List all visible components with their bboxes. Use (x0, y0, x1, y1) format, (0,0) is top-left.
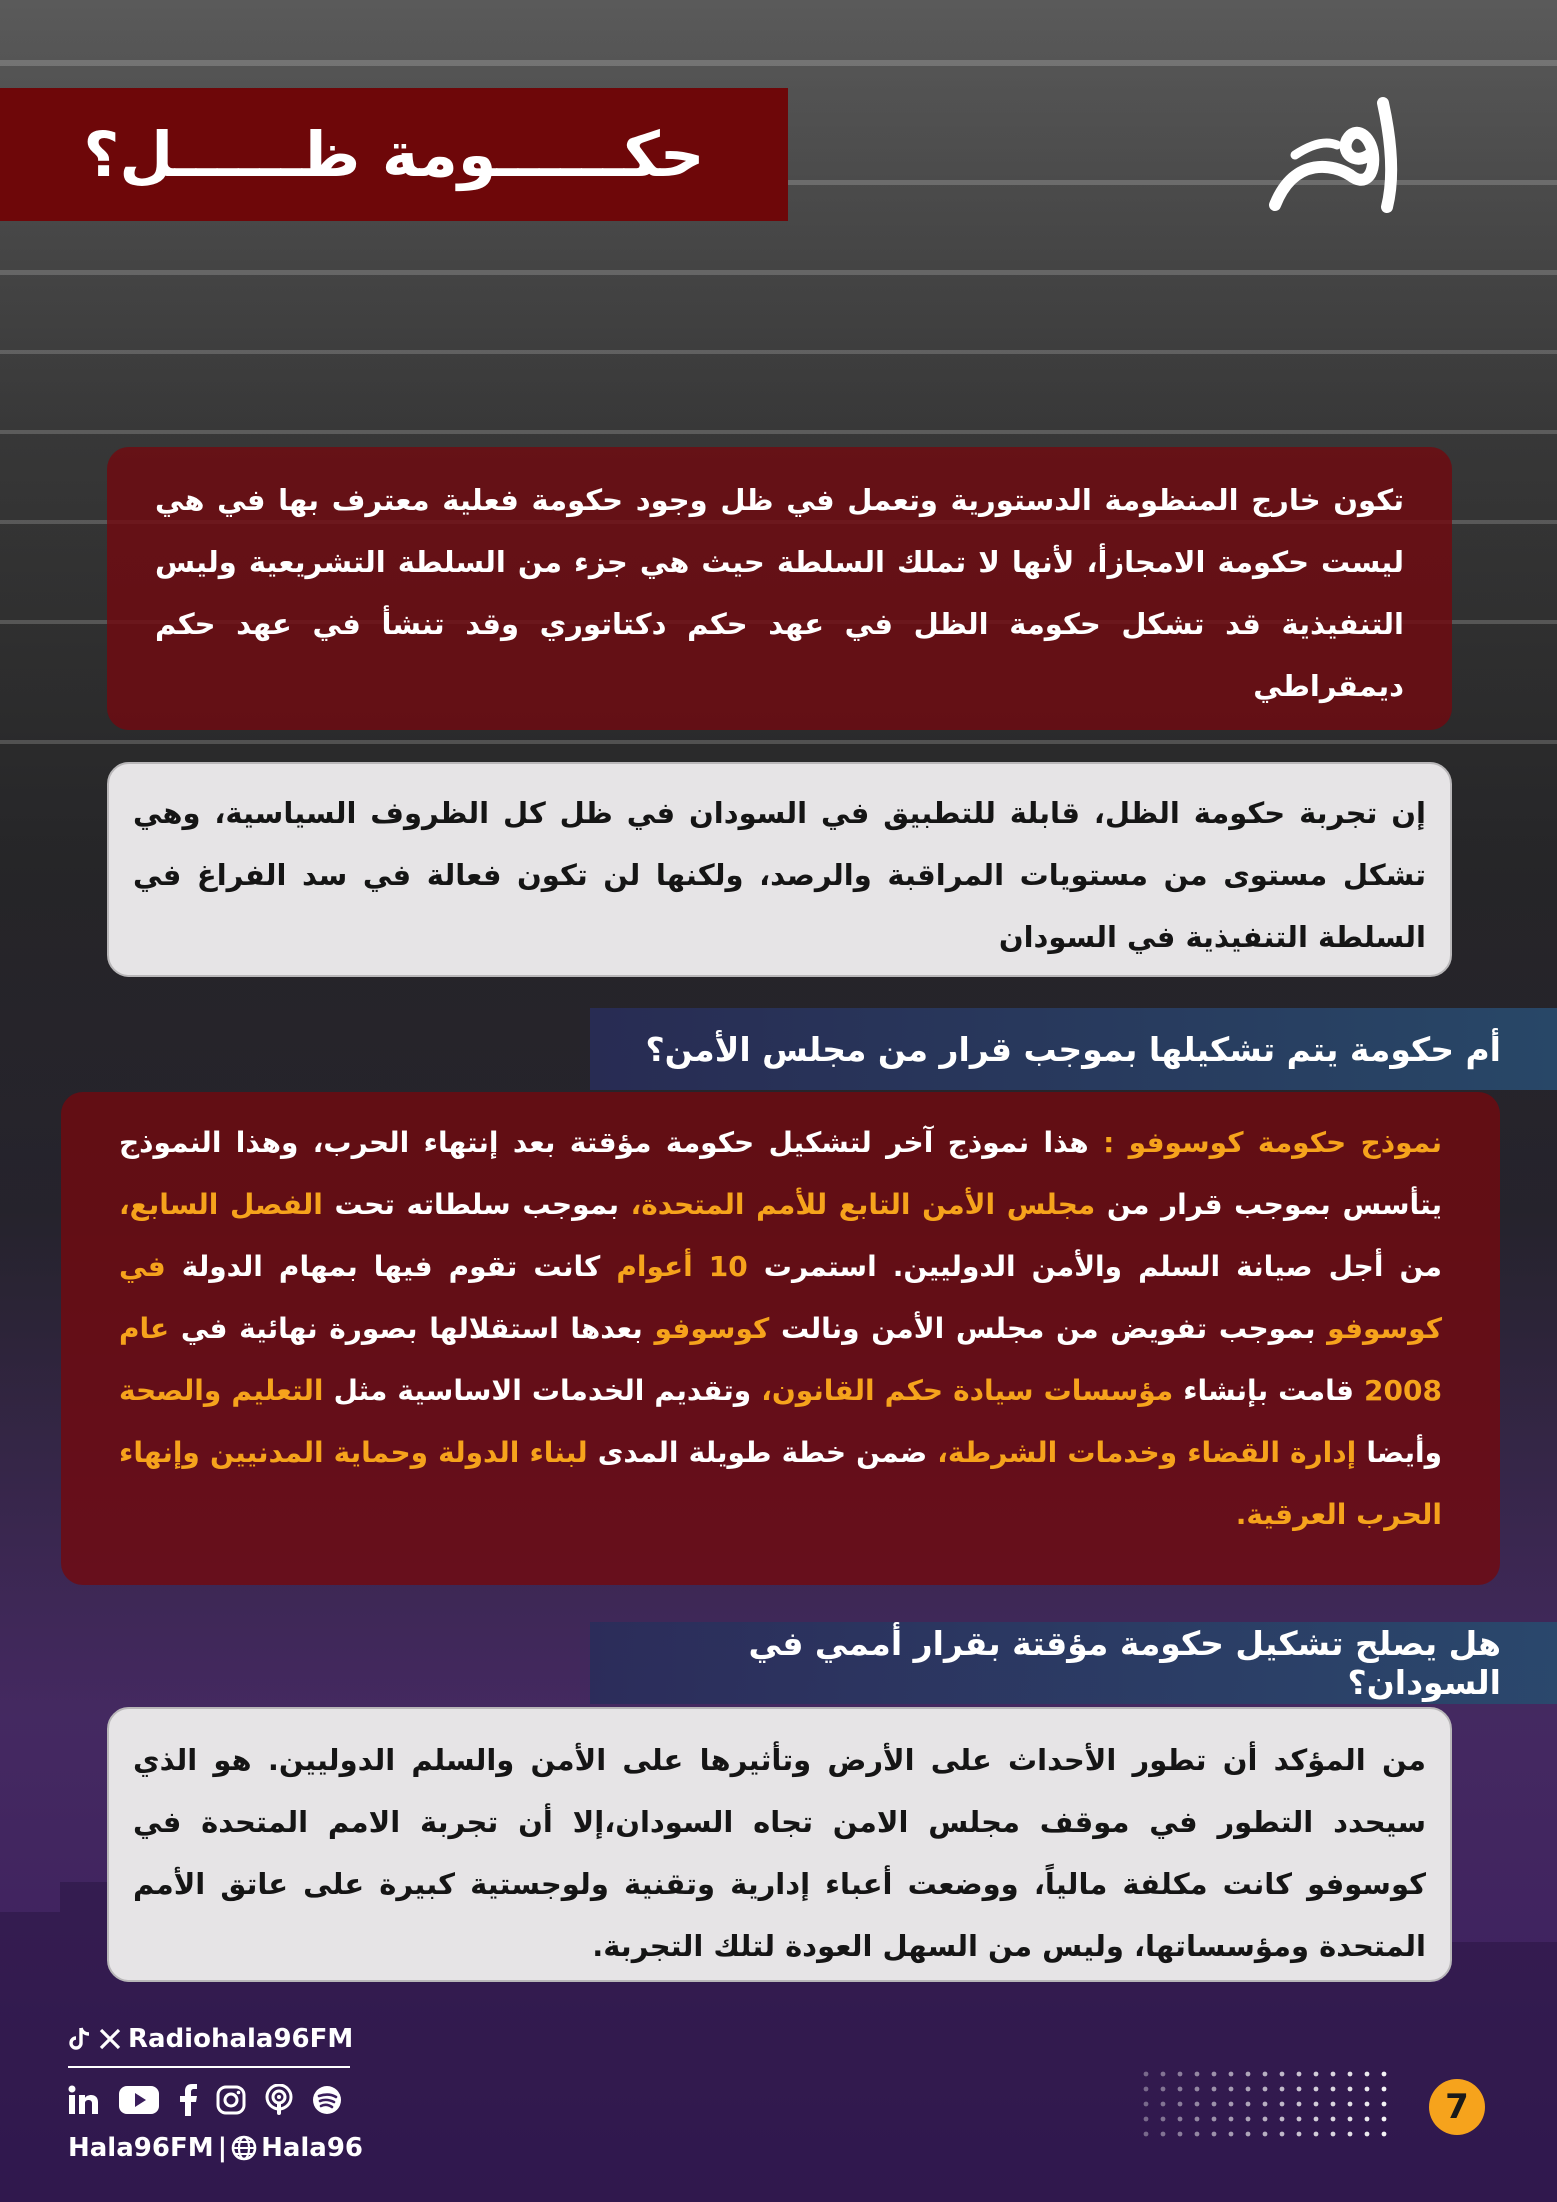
page-title: حكــــــومة ظــــــل؟ (83, 118, 705, 191)
decorative-dot (1246, 2102, 1251, 2107)
decorative-dot (1212, 2102, 1217, 2107)
decorative-dot (1297, 2132, 1302, 2137)
decorative-dot (1365, 2102, 1370, 2107)
decorative-dot (1297, 2072, 1302, 2077)
decorative-dot (1161, 2072, 1166, 2077)
decorative-dot (1365, 2117, 1370, 2122)
decorative-dot (1178, 2132, 1183, 2137)
assessment-paragraph: إن تجربة حكومة الظل، قابلة للتطبيق في السودان في ظل كل الظروف السياسية، وهي تشكل مستوى من مستويات المراقبة والرصد، ولكنها لن تكون فعالة في سد الفراغ في السلطة التنفيذية في السودان (133, 796, 1426, 954)
highlight-judiciary-police: إدارة القضاء وخدمات الشرطة، (937, 1436, 1357, 1469)
decorative-dot (1212, 2117, 1217, 2122)
highlight-chapter-seven: الفصل السابع، (119, 1188, 323, 1221)
social-links (68, 2018, 368, 2168)
intro-text-box (107, 447, 1452, 730)
decorative-dot (1178, 2117, 1183, 2122)
decorative-dot (1348, 2117, 1353, 2122)
decorative-dot (1195, 2087, 1200, 2092)
decorative-dot (1144, 2102, 1149, 2107)
kosovo-paragraph (119, 1112, 1442, 1546)
decorative-dot (1246, 2087, 1251, 2092)
decorative-dot (1263, 2072, 1268, 2077)
kosovo-text-part: هذا نموذج آخر لتشكيل حكومة مؤقتة بعد إنتهاء الحرب، وهذا النموذج يتأسس بموجب قرار من (119, 1126, 1443, 1221)
decorative-dot (1382, 2117, 1387, 2122)
decorative-dot (1144, 2132, 1149, 2137)
kosovo-text-part: وتقديم الخدمات الاساسية مثل (323, 1374, 762, 1407)
decorative-dot (1246, 2072, 1251, 2077)
decorative-dot (1331, 2102, 1336, 2107)
youtube-icon[interactable] (118, 2085, 160, 2115)
decorative-dot (1263, 2132, 1268, 2137)
kosovo-text-box (61, 1092, 1500, 1585)
kosovo-text-part: وأيضا (1356, 1436, 1442, 1469)
hala-logo-icon (1255, 95, 1405, 215)
linkedin-icon[interactable] (68, 2085, 100, 2115)
kosovo-text-part: بموجب سلطاته تحت (322, 1188, 631, 1221)
decorative-dot (1280, 2087, 1285, 2092)
x-icon[interactable] (98, 2027, 122, 2051)
decorative-dot (1246, 2117, 1251, 2122)
decorative-dot (1297, 2117, 1302, 2122)
decorative-dot (1195, 2132, 1200, 2137)
decorative-dot (1161, 2132, 1166, 2137)
decorative-dot (1280, 2072, 1285, 2077)
kosovo-text-part: من أجل صيانة السلم والأمن الدوليين. استمرت (747, 1250, 1442, 1283)
podcast-icon[interactable] (264, 2084, 294, 2116)
decorative-dot (1331, 2072, 1336, 2077)
decorative-dot (1348, 2072, 1353, 2077)
decorative-dot (1314, 2072, 1319, 2077)
highlight-kosovo: كوسوفو (654, 1312, 770, 1345)
decorative-dot (1229, 2072, 1234, 2077)
decorative-dot (1314, 2117, 1319, 2122)
website-handle[interactable]: Hala96 (261, 2133, 364, 2163)
social-handle-secondary[interactable]: Hala96FM (68, 2133, 214, 2163)
decorative-dot (1144, 2072, 1149, 2077)
decorative-dot (1297, 2087, 1302, 2092)
decorative-dot (1161, 2087, 1166, 2092)
decorative-dot (1280, 2132, 1285, 2137)
decorative-dot (1331, 2087, 1336, 2092)
decorative-dot (1195, 2117, 1200, 2122)
decorative-dot (1178, 2087, 1183, 2092)
section-heading-bar-2 (590, 1622, 1557, 1704)
decorative-dot (1263, 2087, 1268, 2092)
decorative-dot (1331, 2117, 1336, 2122)
kosovo-text-part: ضمن خطة طويلة المدى (587, 1436, 938, 1469)
decorative-dot (1382, 2087, 1387, 2092)
decorative-dot (1297, 2102, 1302, 2107)
decorative-dot (1161, 2102, 1166, 2107)
decorative-dot (1144, 2117, 1149, 2122)
highlight-security-council: مجلس الأمن التابع للأمم المتحدة، (630, 1188, 1096, 1221)
facebook-icon[interactable] (178, 2084, 198, 2116)
decorative-dot (1229, 2132, 1234, 2137)
decorative-dot (1178, 2102, 1183, 2107)
intro-paragraph: تكون خارج المنظومة الدستورية وتعمل في ظل وجود حكومة فعلية معترف بها في هي ليست حكومة الامجازأ، لأنها لا تملك السلطة حيث هي جزء من السلطة التشريعية وليس التنفيذية قد تشكل حكومة الظل في عهد حكم دكتاتوري وقد تنشأ في عهد حكم ديمقراطي (155, 483, 1404, 703)
decorative-dot (1212, 2072, 1217, 2077)
social-icons-row (68, 2078, 368, 2122)
decorative-dot-grid (1140, 2068, 1390, 2140)
globe-icon[interactable] (231, 2135, 257, 2161)
kosovo-text-part: بموجب تفويض من مجلس الأمن ونالت (769, 1312, 1328, 1345)
decorative-dot (1331, 2132, 1336, 2137)
decorative-dot (1144, 2087, 1149, 2092)
instagram-icon[interactable] (216, 2085, 246, 2115)
kosovo-text-part: بعدها استقلالها بصورة نهائية في (169, 1312, 655, 1345)
decorative-dot (1178, 2072, 1183, 2077)
decorative-dot (1314, 2087, 1319, 2092)
kosovo-text-part: قامت بإنشاء (1173, 1374, 1365, 1407)
decorative-dot (1212, 2087, 1217, 2092)
page-number-badge (1429, 2079, 1485, 2135)
decorative-dot (1263, 2102, 1268, 2107)
decorative-dot (1382, 2132, 1387, 2137)
decorative-dot (1382, 2072, 1387, 2077)
conclusion-paragraph: من المؤكد أن تطور الأحداث على الأرض وتأثيرها على الأمن والسلم الدوليين. هو الذي سيحدد التطور في موقف مجلس الامن تجاه السودان،إلا أن تجربة الامم المتحدة في كوسوفو كانت مكلفة مالياً، ووضعت أعباء إدارية وتقنية ولوجستية كبيرة على عاتق الأمم المتحدة ومؤسساتها، وليس من السهل العودة لتلك التجربة. (133, 1743, 1426, 1963)
decorative-dot (1246, 2132, 1251, 2137)
decorative-dot (1365, 2087, 1370, 2092)
decorative-dot (1314, 2132, 1319, 2137)
tiktok-icon[interactable] (68, 2026, 92, 2052)
highlight-rule-of-law: مؤسسات سيادة حكم القانون، (761, 1374, 1174, 1407)
decorative-dot (1229, 2087, 1234, 2092)
section-heading-bar-1 (590, 1008, 1557, 1090)
decorative-dot (1161, 2117, 1166, 2122)
handle-separator: | (217, 2133, 228, 2163)
decorative-dot (1212, 2132, 1217, 2137)
footer-divider (68, 2066, 350, 2068)
kosovo-model-label: نموذج حكومة كوسوفو : (1103, 1126, 1442, 1159)
decorative-dot (1365, 2132, 1370, 2137)
decorative-dot (1263, 2117, 1268, 2122)
kosovo-text-part: كانت تقوم فيها بمهام الدولة (165, 1250, 617, 1283)
decorative-dot (1280, 2102, 1285, 2107)
decorative-dot (1314, 2102, 1319, 2107)
decorative-dot (1229, 2102, 1234, 2107)
highlight-in-kosovo: في كوسوفو (119, 1250, 1442, 1345)
section-heading-2: هل يصلح تشكيل حكومة مؤقتة بقرار أممي في السودان؟ (748, 1624, 1501, 1702)
highlight-ten-years: 10 أعوام (616, 1250, 748, 1283)
decorative-dot (1348, 2102, 1353, 2107)
conclusion-text-box (107, 1707, 1452, 1982)
decorative-dot (1229, 2117, 1234, 2122)
social-handle-primary[interactable]: Radiohala96FM (128, 2024, 354, 2054)
highlight-state-building: لبناء الدولة وحماية المدنيين وإنهاء الحرب العرقية. (119, 1436, 1442, 1531)
decorative-dot (1348, 2132, 1353, 2137)
decorative-dot (1365, 2072, 1370, 2077)
assessment-text-box (107, 762, 1452, 977)
spotify-icon[interactable] (312, 2085, 342, 2115)
highlight-year-2008: عام 2008 (119, 1312, 1442, 1407)
decorative-dot (1382, 2102, 1387, 2107)
decorative-dot (1348, 2087, 1353, 2092)
title-banner (0, 88, 788, 221)
decorative-dot (1280, 2117, 1285, 2122)
social-handle-row (68, 2018, 368, 2060)
section-heading-1: أم حكومة يتم تشكيلها بموجب قرار من مجلس الأمن؟ (645, 1029, 1501, 1069)
page-number: 7 (1445, 2087, 1469, 2127)
decorative-dot (1195, 2102, 1200, 2107)
highlight-education-health: التعليم والصحة (119, 1374, 324, 1407)
social-handle-row-2 (68, 2128, 368, 2168)
decorative-dot (1195, 2072, 1200, 2077)
